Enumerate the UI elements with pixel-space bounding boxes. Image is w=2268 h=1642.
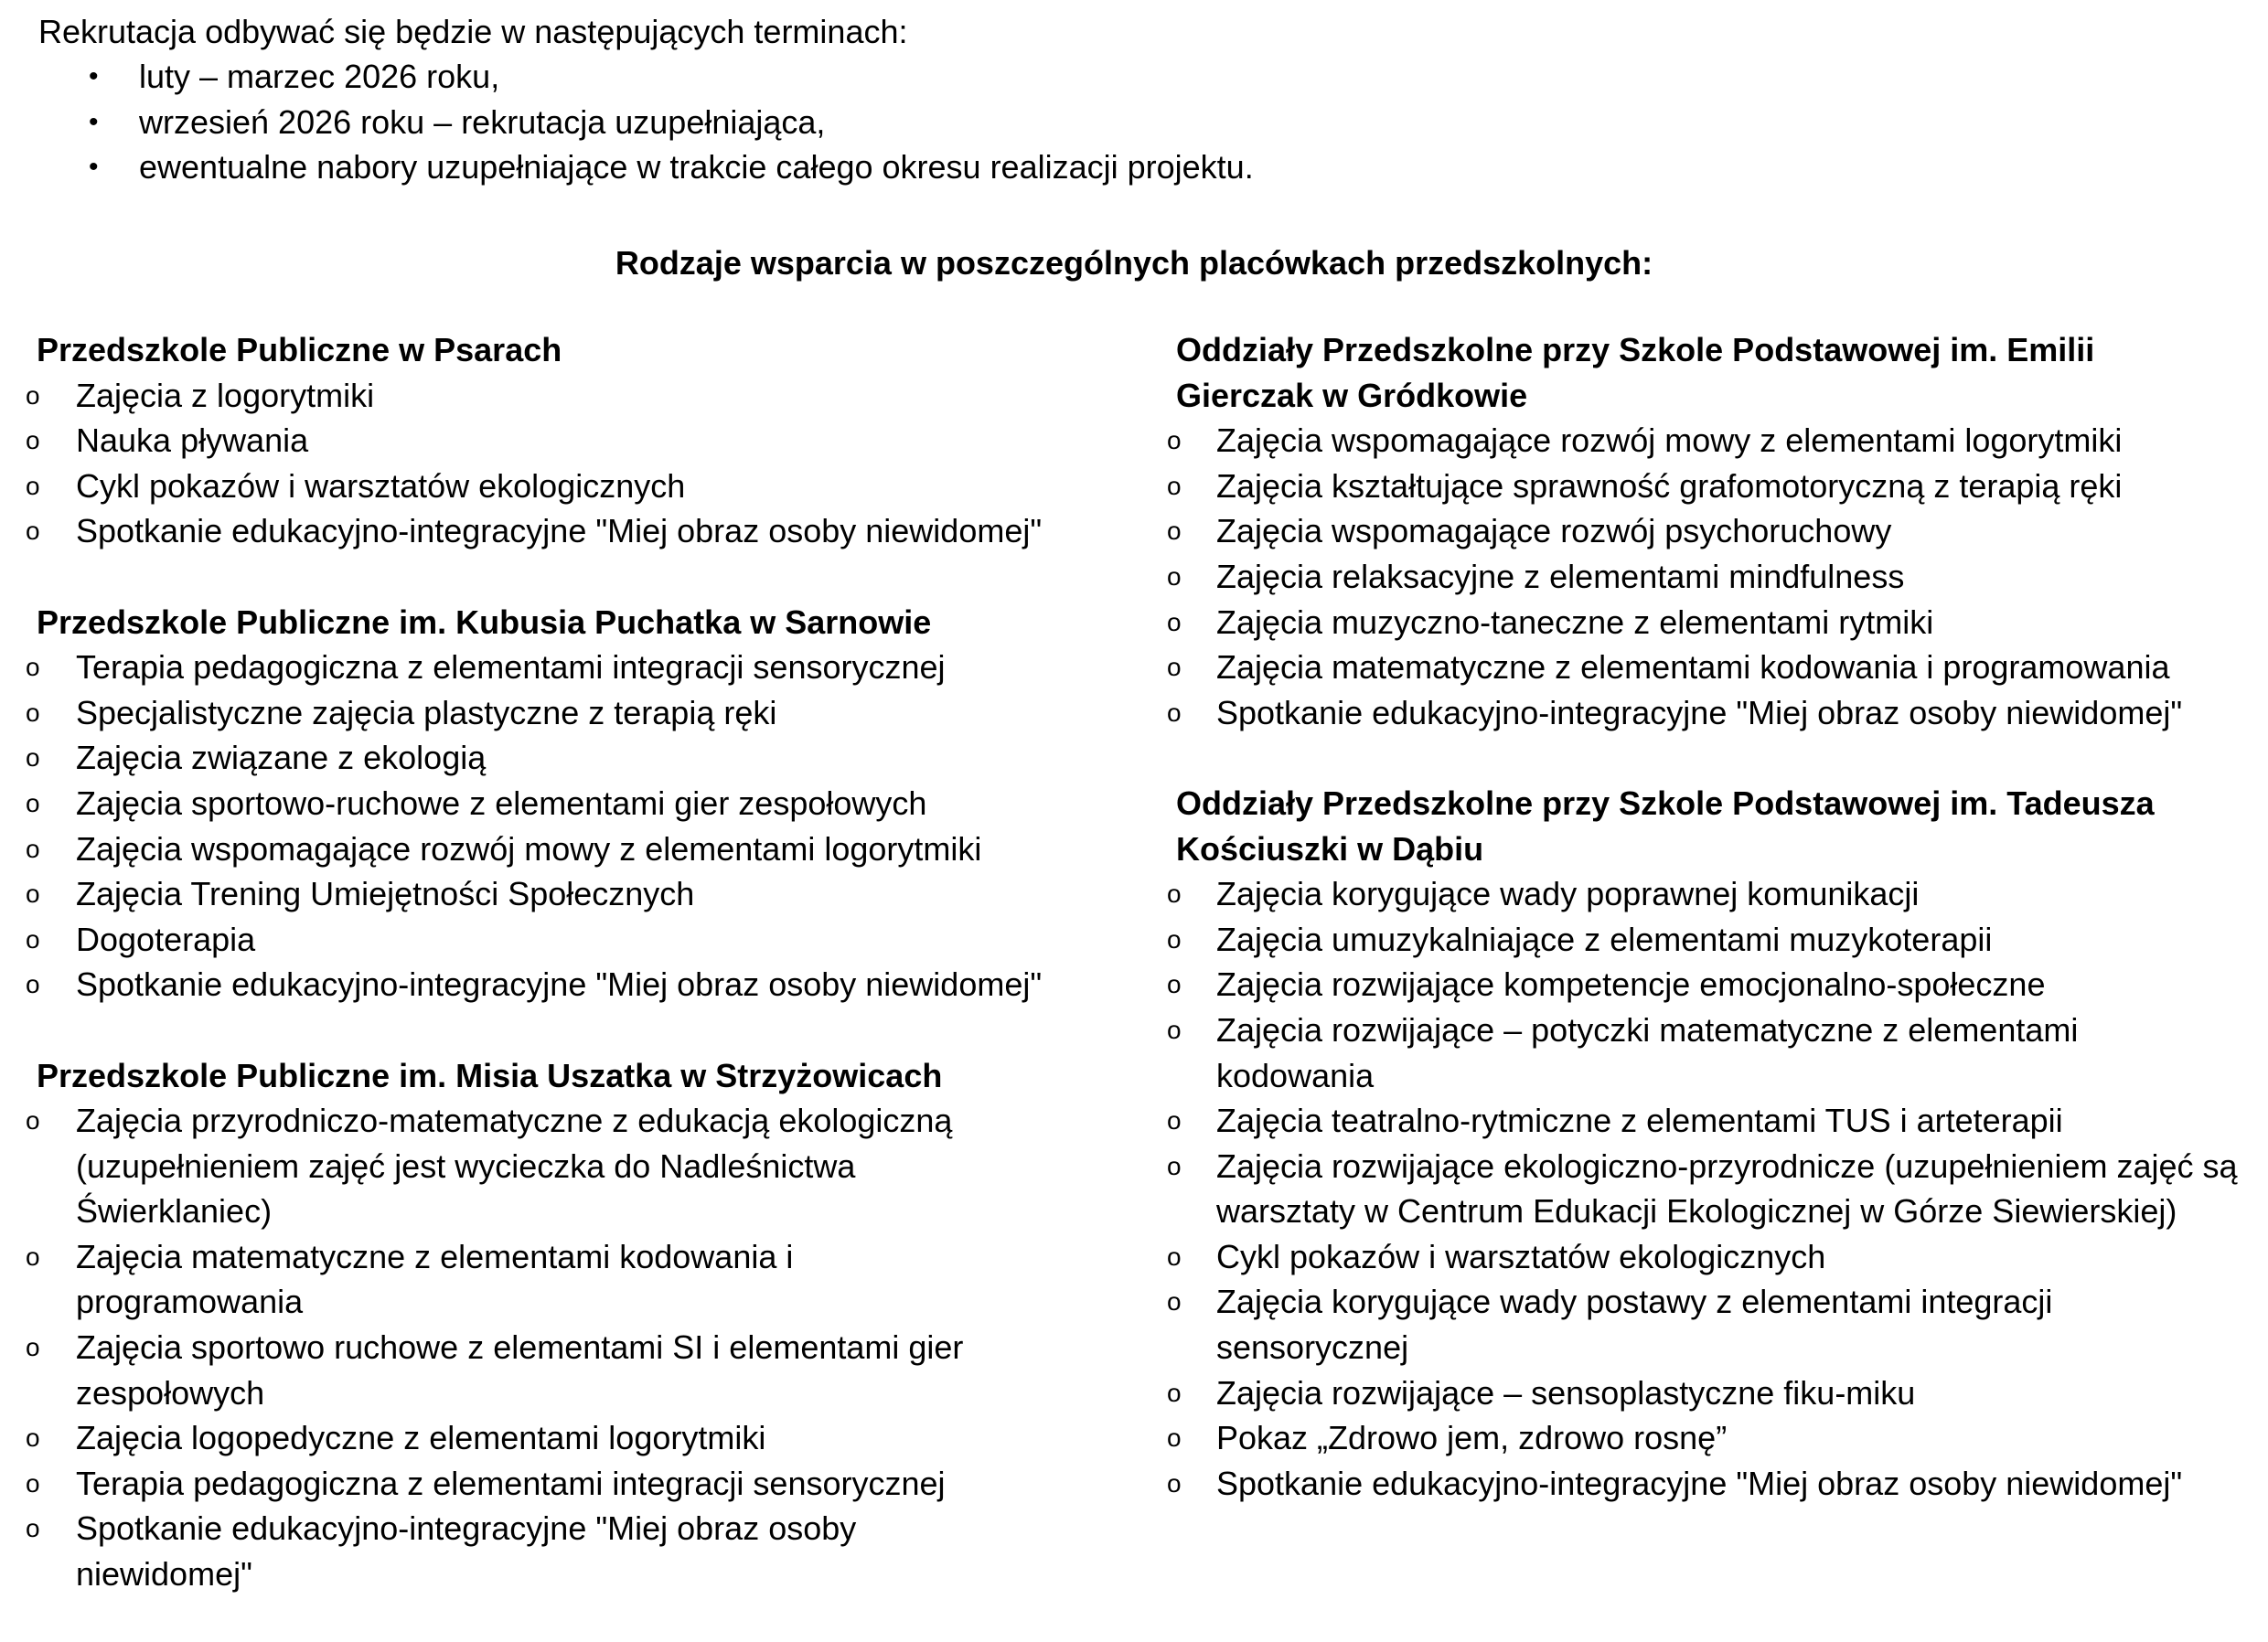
list-item: o Terapia pedagogiczna z elementami integracji sensorycznej (0, 1461, 1006, 1507)
circle-bullet-icon: o (1167, 517, 1182, 546)
list-item: o Zajęcia relaksacyjne z elementami mindfulness (1141, 554, 2241, 600)
list-item: o Zajęcia rozwijające – sensoplastyczne fiku-miku (1141, 1370, 2241, 1416)
institution-heading: Przedszkole Publiczne im. Kubusia Puchatka w Sarnowie (37, 602, 932, 641)
circle-bullet-icon: o (1167, 1378, 1182, 1407)
list-item: o Spotkanie edukacyjno-integracyjne "Miej obraz osoby niewidomej" (1141, 690, 2241, 736)
circle-bullet-icon: o (1167, 970, 1182, 999)
circle-bullet-icon: o (1167, 561, 1182, 591)
circle-bullet-icon: o (1167, 607, 1182, 636)
bullet-icon: • (89, 61, 99, 91)
circle-bullet-icon: o (1167, 653, 1182, 682)
support-list (0, 1098, 1006, 1597)
institution-section (1141, 327, 2268, 735)
support-list (0, 645, 1134, 1008)
list-item: o Cykl pokazów i warsztatów ekologicznych (1141, 1234, 2241, 1280)
recruitment-intro: Rekrutacja odbywać się będzie w następujących terminach: (38, 13, 908, 50)
circle-bullet-icon: o (1167, 1287, 1182, 1317)
circle-bullet-icon: o (1167, 1468, 1182, 1498)
list-item: o Spotkanie edukacyjno-integracyjne "Miej obraz osoby niewidomej" (0, 1506, 1006, 1596)
circle-bullet-icon: o (1167, 1106, 1182, 1136)
institution-section (0, 327, 1134, 554)
list-item: o Zajęcia matematyczne z elementami kodowania i programowania (1141, 645, 2241, 690)
circle-bullet-icon: o (26, 471, 40, 500)
circle-bullet-icon: o (1167, 426, 1182, 455)
list-item: o Zajęcia teatralno-rytmiczne z elementami TUS i arteterapii (1141, 1098, 2241, 1144)
circle-bullet-icon: o (26, 653, 40, 682)
circle-bullet-icon: o (26, 970, 40, 999)
list-item: o Zajęcia korygujące wady postawy z elementami integracji sensorycznej (1141, 1279, 2241, 1370)
circle-bullet-icon: o (26, 788, 40, 817)
term-text: wrzesień 2026 roku – rekrutacja uzupełniająca, (139, 102, 826, 141)
list-item: o Zajęcia wspomagające rozwój psychoruchowy (1141, 508, 2241, 554)
list-item: o Zajęcia korygujące wady poprawnej komunikacji (1141, 871, 2241, 917)
circle-bullet-icon: o (26, 834, 40, 863)
list-item: o Zajęcia rozwijające kompetencje emocjonalno-społeczne (1141, 962, 2241, 1008)
list-item: o Cykl pokazów i warsztatów ekologicznych (0, 464, 1134, 509)
circle-bullet-icon: o (1167, 924, 1182, 954)
circle-bullet-icon: o (26, 743, 40, 773)
list-item: o Zajęcia matematyczne z elementami kodowania i programowania (0, 1234, 1006, 1325)
list-item: o Zajęcia umuzykalniające z elementami muzykoterapii (1141, 917, 2241, 963)
section-title: Rodzaje wsparcia w poszczególnych placówkach przedszkolnych: (615, 244, 1653, 282)
list-item: o Specjalistyczne zajęcia plastyczne z terapią ręki (0, 690, 1134, 736)
list-item: o Zajęcia kształtujące sprawność grafomotoryczną z terapią ręki (1141, 464, 2241, 509)
circle-bullet-icon: o (1167, 698, 1182, 727)
list-item: o Zajęcia Trening Umiejętności Społecznych (0, 871, 1134, 917)
circle-bullet-icon: o (1167, 1015, 1182, 1044)
institution-section (1141, 781, 2268, 1507)
circle-bullet-icon: o (26, 1333, 40, 1362)
list-item: o Zajęcia wspomagające rozwój mowy z elementami logorytmiki (0, 826, 1134, 872)
left-column (0, 327, 1134, 1642)
institution-heading: Oddziały Przedszkolne przy Szkole Podstawowej im. Tadeusza Kościuszki w Dąbiu (1176, 784, 2155, 868)
bullet-icon: • (89, 152, 99, 183)
institution-heading: Przedszkole Publiczne im. Misia Uszatka w Strzyżowicach (37, 1056, 943, 1094)
circle-bullet-icon: o (26, 1106, 40, 1136)
list-item: o Spotkanie edukacyjno-integracyjne "Miej obraz osoby niewidomej" (1141, 1461, 2241, 1507)
list-item: o Zajęcia sportowo-ruchowe z elementami gier zespołowych (0, 781, 1134, 826)
list-item: o Terapia pedagogiczna z elementami integracji sensorycznej (0, 645, 1134, 690)
institution-section (0, 1053, 1134, 1597)
list-item: o Zajęcia przyrodniczo-matematyczne z edukacją ekologiczną (uzupełnieniem zajęć jest wycieczka do Nadleśnictwa Świerklaniec) (0, 1098, 1006, 1234)
list-item: o Spotkanie edukacyjno-integracyjne "Miej obraz osoby niewidomej" (0, 962, 1134, 1008)
circle-bullet-icon: o (26, 1423, 40, 1453)
circle-bullet-icon: o (1167, 880, 1182, 909)
circle-bullet-icon: o (1167, 1423, 1182, 1453)
circle-bullet-icon: o (26, 1514, 40, 1543)
support-list (0, 373, 1134, 554)
institution-heading: Oddziały Przedszkolne przy Szkole Podstawowej im. Emilii Gierczak w Gródkowie (1176, 331, 2095, 414)
institution-section (0, 600, 1134, 1008)
circle-bullet-icon: o (26, 426, 40, 455)
list-item: o Pokaz „Zdrowo jem, zdrowo rosnę” (1141, 1415, 2241, 1461)
circle-bullet-icon: o (26, 380, 40, 410)
list-item: o Zajęcia logopedyczne z elementami logorytmiki (0, 1415, 1006, 1461)
support-list (1141, 871, 2268, 1506)
circle-bullet-icon: o (1167, 1242, 1182, 1271)
circle-bullet-icon: o (1167, 1151, 1182, 1180)
list-item: o Dogoterapia (0, 917, 1134, 963)
list-item: o Spotkanie edukacyjno-integracyjne "Miej obraz osoby niewidomej" (0, 508, 1134, 554)
bullet-icon: • (89, 106, 99, 137)
list-item: o Zajęcia z logorytmiki (0, 373, 1134, 419)
list-item: o Zajęcia wspomagające rozwój mowy z elementami logorytmiki (1141, 418, 2241, 464)
circle-bullet-icon: o (26, 880, 40, 909)
circle-bullet-icon: o (26, 517, 40, 546)
list-item: o Zajęcia rozwijające ekologiczno-przyrodnicze (uzupełnieniem zajęć są warsztaty w Centrum Edukacji Ekologicznej w Górze Siewierskiej) (1141, 1144, 2241, 1234)
list-item: o Zajęcia rozwijające – potyczki matematyczne z elementami kodowania (1141, 1008, 2241, 1098)
list-item: o Nauka pływania (0, 418, 1134, 464)
institution-heading: Przedszkole Publiczne w Psarach (37, 331, 562, 368)
right-column (1141, 327, 2268, 1551)
circle-bullet-icon: o (26, 924, 40, 954)
circle-bullet-icon: o (26, 698, 40, 727)
circle-bullet-icon: o (1167, 471, 1182, 500)
support-list (1141, 418, 2268, 735)
term-text: luty – marzec 2026 roku, (139, 58, 500, 95)
circle-bullet-icon: o (26, 1242, 40, 1271)
circle-bullet-icon: o (26, 1468, 40, 1498)
list-item: o Zajęcia sportowo ruchowe z elementami SI i elementami gier zespołowych (0, 1325, 1006, 1415)
list-item: o Zajęcia muzyczno-taneczne z elementami rytmiki (1141, 600, 2241, 645)
term-text: ewentualne nabory uzupełniające w trakcie całego okresu realizacji projektu. (139, 148, 1254, 187)
list-item: o Zajęcia związane z ekologią (0, 735, 1134, 781)
